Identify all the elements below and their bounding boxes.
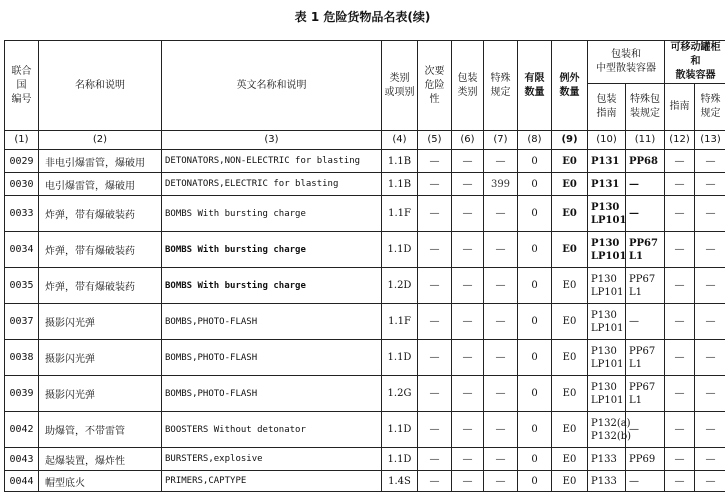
- table-row: [5, 173, 725, 196]
- sub-risk-cell: —: [418, 196, 452, 232]
- header-name-cn: 名称和说明: [39, 41, 162, 131]
- packing-instruction-cell: P130 LP101: [588, 340, 626, 376]
- un-number-cell: 0030: [5, 173, 39, 196]
- special-provision-cell: —: [484, 376, 518, 412]
- un-number-cell: 0037: [5, 304, 39, 340]
- table-row: [5, 340, 725, 376]
- packing-instruction-cell: P133: [588, 448, 626, 471]
- dangerous-goods-table: [4, 40, 725, 492]
- table-row: [5, 196, 725, 232]
- header-limited-quantity: 有限 数量: [518, 41, 552, 131]
- header-packaging-ibc: 包装和 中型散装容器: [588, 41, 665, 84]
- tank-instruction-cell: —: [665, 304, 695, 340]
- name-en-cell: BURSTERS,explosive: [162, 448, 382, 471]
- header-un-number: 联合国 编号: [5, 41, 39, 131]
- sub-risk-cell: —: [418, 376, 452, 412]
- sub-risk-cell: —: [418, 232, 452, 268]
- tank-instruction-cell: —: [665, 412, 695, 448]
- col-number: (10): [588, 131, 626, 150]
- header-packing-instruction: 包装 指南: [588, 84, 626, 131]
- packing-group-cell: —: [452, 412, 484, 448]
- class-cell: 1.1D: [382, 448, 418, 471]
- class-cell: 1.1D: [382, 232, 418, 268]
- table-row: [5, 412, 725, 448]
- special-packing-cell: PP67 L1: [626, 268, 665, 304]
- packing-group-cell: —: [452, 304, 484, 340]
- header-excepted-quantity: 例外 数量: [552, 41, 588, 131]
- packing-group-cell: —: [452, 448, 484, 471]
- special-packing-cell: —: [626, 412, 665, 448]
- packing-group-cell: —: [452, 150, 484, 173]
- limited-quantity-cell: 0: [518, 471, 552, 492]
- packing-instruction-cell: P132(a) P132(b): [588, 412, 626, 448]
- packing-instruction-cell: P130 LP101: [588, 268, 626, 304]
- special-provision-cell: —: [484, 232, 518, 268]
- table-row: [5, 268, 725, 304]
- header-special-provisions: 特殊 规定: [484, 41, 518, 131]
- packing-instruction-cell: P130 LP101: [588, 376, 626, 412]
- packing-group-cell: —: [452, 268, 484, 304]
- tank-instruction-cell: —: [665, 471, 695, 492]
- special-packing-cell: PP69: [626, 448, 665, 471]
- packing-group-cell: —: [452, 376, 484, 412]
- col-number: (4): [382, 131, 418, 150]
- excepted-quantity-cell: E0: [552, 304, 588, 340]
- special-packing-cell: PP67 L1: [626, 232, 665, 268]
- sub-risk-cell: —: [418, 150, 452, 173]
- special-provision-cell: —: [484, 471, 518, 492]
- name-cn-cell: 炸弹，带有爆破装药: [39, 232, 162, 268]
- header-packing-group: 包装 类别: [452, 41, 484, 131]
- packing-instruction-cell: P130 LP101: [588, 304, 626, 340]
- name-cn-cell: 助爆管，不带雷管: [39, 412, 162, 448]
- col-number: (8): [518, 131, 552, 150]
- packing-group-cell: —: [452, 340, 484, 376]
- table-row: [5, 304, 725, 340]
- packing-instruction-cell: P131: [588, 173, 626, 196]
- name-en-cell: PRIMERS,CAPTYPE: [162, 471, 382, 492]
- special-provision-cell: —: [484, 340, 518, 376]
- name-cn-cell: 摄影闪光弹: [39, 376, 162, 412]
- packing-group-cell: —: [452, 173, 484, 196]
- sub-risk-cell: —: [418, 340, 452, 376]
- packing-instruction-cell: P133: [588, 471, 626, 492]
- name-en-cell: BOMBS,PHOTO-FLASH: [162, 376, 382, 412]
- name-cn-cell: 起爆装置，爆炸性: [39, 448, 162, 471]
- tank-special-cell: —: [695, 448, 725, 471]
- excepted-quantity-cell: E0: [552, 196, 588, 232]
- special-packing-cell: —: [626, 173, 665, 196]
- special-provision-cell: —: [484, 268, 518, 304]
- col-number: (12): [665, 131, 695, 150]
- header-sub-risk: 次要 危险性: [418, 41, 452, 131]
- sub-risk-cell: —: [418, 268, 452, 304]
- excepted-quantity-cell: E0: [552, 412, 588, 448]
- tank-instruction-cell: —: [665, 376, 695, 412]
- name-en-cell: BOMBS With bursting charge: [162, 232, 382, 268]
- tank-special-cell: —: [695, 173, 725, 196]
- name-en-cell: DETONATORS,NON-ELECTRIC for blasting: [162, 150, 382, 173]
- un-number-cell: 0033: [5, 196, 39, 232]
- name-cn-cell: 摄影闪光弹: [39, 304, 162, 340]
- name-cn-cell: 炸弹，带有爆破装药: [39, 268, 162, 304]
- limited-quantity-cell: 0: [518, 376, 552, 412]
- excepted-quantity-cell: E0: [552, 173, 588, 196]
- name-cn-cell: 帽型底火: [39, 471, 162, 492]
- col-number: (5): [418, 131, 452, 150]
- table-row: [5, 448, 725, 471]
- excepted-quantity-cell: E0: [552, 268, 588, 304]
- class-cell: 1.2D: [382, 268, 418, 304]
- special-provision-cell: —: [484, 304, 518, 340]
- table-title: 表 1 危险货物品名表(续): [294, 10, 431, 24]
- limited-quantity-cell: 0: [518, 232, 552, 268]
- excepted-quantity-cell: E0: [552, 448, 588, 471]
- limited-quantity-cell: 0: [518, 448, 552, 471]
- col-number: (3): [162, 131, 382, 150]
- limited-quantity-cell: 0: [518, 268, 552, 304]
- tank-special-cell: —: [695, 196, 725, 232]
- sub-risk-cell: —: [418, 471, 452, 492]
- special-packing-cell: —: [626, 196, 665, 232]
- tank-instruction-cell: —: [665, 173, 695, 196]
- sub-risk-cell: —: [418, 448, 452, 471]
- excepted-quantity-cell: E0: [552, 471, 588, 492]
- class-cell: 1.1B: [382, 150, 418, 173]
- special-packing-cell: PP67 L1: [626, 340, 665, 376]
- header-name-en: 英文名称和说明: [162, 41, 382, 131]
- un-number-cell: 0035: [5, 268, 39, 304]
- col-number: (11): [626, 131, 665, 150]
- tank-special-cell: —: [695, 471, 725, 492]
- name-cn-cell: 电引爆雷管，爆破用: [39, 173, 162, 196]
- un-number-cell: 0029: [5, 150, 39, 173]
- excepted-quantity-cell: E0: [552, 376, 588, 412]
- special-packing-cell: PP68: [626, 150, 665, 173]
- tank-instruction-cell: —: [665, 232, 695, 268]
- col-number: (1): [5, 131, 39, 150]
- col-number: (2): [39, 131, 162, 150]
- class-cell: 1.1D: [382, 340, 418, 376]
- name-en-cell: DETONATORS,ELECTRIC for blasting: [162, 173, 382, 196]
- packing-group-cell: —: [452, 471, 484, 492]
- limited-quantity-cell: 0: [518, 196, 552, 232]
- un-number-cell: 0039: [5, 376, 39, 412]
- header-class: 类别 或项别: [382, 41, 418, 131]
- sub-risk-cell: —: [418, 304, 452, 340]
- special-packing-cell: —: [626, 304, 665, 340]
- header-special-packing: 特殊包 装规定: [626, 84, 665, 131]
- table-row: [5, 471, 725, 492]
- name-cn-cell: 炸弹，带有爆破装药: [39, 196, 162, 232]
- name-cn-cell: 摄影闪光弹: [39, 340, 162, 376]
- header-tank-special: 特殊 规定: [695, 84, 725, 131]
- packing-instruction-cell: P131: [588, 150, 626, 173]
- special-provision-cell: —: [484, 448, 518, 471]
- un-number-cell: 0043: [5, 448, 39, 471]
- class-cell: 1.2G: [382, 376, 418, 412]
- class-cell: 1.4S: [382, 471, 418, 492]
- tank-instruction-cell: —: [665, 340, 695, 376]
- special-provision-cell: —: [484, 412, 518, 448]
- class-cell: 1.1D: [382, 412, 418, 448]
- packing-group-cell: —: [452, 196, 484, 232]
- packing-instruction-cell: P130 LP101: [588, 196, 626, 232]
- limited-quantity-cell: 0: [518, 412, 552, 448]
- sub-risk-cell: —: [418, 173, 452, 196]
- special-provision-cell: —: [484, 150, 518, 173]
- packing-instruction-cell: P130 LP101: [588, 232, 626, 268]
- un-number-cell: 0042: [5, 412, 39, 448]
- tank-special-cell: —: [695, 376, 725, 412]
- class-cell: 1.1F: [382, 196, 418, 232]
- tank-instruction-cell: —: [665, 268, 695, 304]
- col-number: (13): [695, 131, 725, 150]
- tank-instruction-cell: —: [665, 448, 695, 471]
- col-number: (9): [552, 131, 588, 150]
- class-cell: 1.1B: [382, 173, 418, 196]
- name-en-cell: BOMBS,PHOTO-FLASH: [162, 340, 382, 376]
- tank-special-cell: —: [695, 412, 725, 448]
- excepted-quantity-cell: E0: [552, 150, 588, 173]
- un-number-cell: 0038: [5, 340, 39, 376]
- table-row: [5, 232, 725, 268]
- tank-special-cell: —: [695, 150, 725, 173]
- limited-quantity-cell: 0: [518, 173, 552, 196]
- sub-risk-cell: —: [418, 412, 452, 448]
- tank-instruction-cell: —: [665, 150, 695, 173]
- special-provision-cell: —: [484, 196, 518, 232]
- col-number: (6): [452, 131, 484, 150]
- name-en-cell: BOOSTERS Without detonator: [162, 412, 382, 448]
- tank-special-cell: —: [695, 340, 725, 376]
- col-number: (7): [484, 131, 518, 150]
- un-number-cell: 0044: [5, 471, 39, 492]
- excepted-quantity-cell: E0: [552, 340, 588, 376]
- name-en-cell: BOMBS With bursting charge: [162, 196, 382, 232]
- tank-instruction-cell: —: [665, 196, 695, 232]
- header-tank-instruction: 指南: [665, 84, 695, 131]
- limited-quantity-cell: 0: [518, 150, 552, 173]
- special-provision-cell: 399: [484, 173, 518, 196]
- tank-special-cell: —: [695, 232, 725, 268]
- un-number-cell: 0034: [5, 232, 39, 268]
- limited-quantity-cell: 0: [518, 340, 552, 376]
- excepted-quantity-cell: E0: [552, 232, 588, 268]
- tank-special-cell: —: [695, 268, 725, 304]
- name-en-cell: BOMBS,PHOTO-FLASH: [162, 304, 382, 340]
- special-packing-cell: —: [626, 471, 665, 492]
- limited-quantity-cell: 0: [518, 304, 552, 340]
- table-row: [5, 376, 725, 412]
- name-cn-cell: 非电引爆雷管，爆破用: [39, 150, 162, 173]
- table-row: [5, 150, 725, 173]
- header-portable-tanks: 可移动罐柜和 散装容器: [665, 41, 725, 84]
- packing-group-cell: —: [452, 232, 484, 268]
- tank-special-cell: —: [695, 304, 725, 340]
- special-packing-cell: PP67 L1: [626, 376, 665, 412]
- class-cell: 1.1F: [382, 304, 418, 340]
- name-en-cell: BOMBS With bursting charge: [162, 268, 382, 304]
